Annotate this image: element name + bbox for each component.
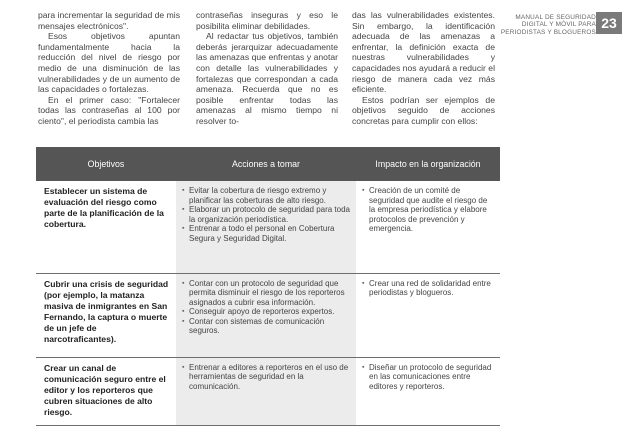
paragraph: das las vulnerabilidades existentes. Sin embargo, la identificación adecuada de las amenazas a enfrentar, la definición exacta de nuestras vulnerabilidades y capacidades nos ayudará a reducir el riesgo de manera cada vez más eficiente. — [352, 10, 495, 95]
action-item: ▪ Elaborar un protocolo de seguridad para toda la organización periodística. — [182, 205, 350, 224]
objectives-table — [36, 147, 500, 426]
text-column-2 — [196, 10, 338, 127]
impact-item: ▪ Diseñar un protocolo de seguridad en las comunicaciones entre editores y reporteros. — [362, 363, 494, 392]
text-column-1 — [38, 10, 180, 127]
action-item: ▪ Conseguir apoyo de reporteros expertos. — [182, 307, 350, 317]
actions-cell — [176, 273, 356, 357]
action-item: ▪ Contar con un protocolo de seguridad que permita disminuir el riesgo de los reporteros asignados a cubrir esa información. — [182, 279, 350, 308]
objective-cell: Establecer un sistema de evaluación del riesgo como parte de la planificación de la cobertura. — [36, 181, 176, 273]
text-column-3 — [352, 10, 495, 127]
impact-cell — [356, 181, 500, 273]
paragraph: Estos podrían ser ejemplos de objetivos seguido de acciones concretas para cumplir con ellos: — [352, 94, 495, 126]
actions-cell — [176, 357, 356, 425]
action-item: ▪ Evitar la cobertura de riesgo extremo y planificar las coberturas de alto riesgo. — [182, 186, 350, 205]
actions-cell — [176, 181, 356, 273]
table-row — [36, 273, 500, 357]
running-header-line: MANUAL DE SEGURIDAD — [515, 14, 596, 21]
impact-cell — [356, 357, 500, 425]
page-number: 23 — [596, 12, 622, 34]
action-item: ▪ Entrenar a todo el personal en Cobertura Segura y Seguridad Digital. — [182, 224, 350, 243]
running-header-line: PERIODISTAS Y BLOGUEROS — [500, 28, 596, 36]
impact-cell — [356, 273, 500, 357]
paragraph: para incrementar la seguridad de mis mensajes electrónicos". — [38, 10, 180, 31]
paragraph: En el primer caso: "Fortalecer todas las contraseñas al 100 por ciento", el periodista cambia las — [38, 94, 180, 126]
impact-item: ▪ Creación de un comité de seguridad que audite el riesgo de la empresa periodística y elabore protocolos de prevención y emergencia. — [362, 186, 494, 234]
header-actions: Acciones a tomar — [176, 147, 356, 181]
table-row — [36, 181, 500, 273]
header-objectives: Objetivos — [36, 147, 176, 181]
header-impact: Impacto en la organización — [356, 147, 500, 181]
objective-cell: Crear un canal de comunicación seguro entre el editor y los reporteros que cubren situaciones de alto riesgo. — [36, 357, 176, 425]
running-header-line: DIGITAL Y MÓVIL PARA — [521, 21, 596, 29]
action-item: ▪ Contar con sistemas de comunicación seguros. — [182, 317, 350, 336]
table-header-row — [36, 147, 500, 181]
table-row — [36, 357, 500, 425]
paragraph: Al redactar tus objetivos, también deberás jerarquizar adecuadamente las amenazas que enfrentas y anotar con detalle las vulnerabilidades y fortalezas que correspondan a cada amenaza. Recuerda que no es posible enfrentar todas las amenazas al mismo tiempo ni resolver to- — [196, 31, 338, 126]
objective-cell: Cubrir una crisis de seguridad (por ejemplo, la matanza masiva de inmigrantes en San Fernando, la captura o muerte de un jefe de narcotraficantes). — [36, 273, 176, 357]
running-header — [486, 14, 596, 36]
paragraph: contraseñas inseguras y eso le posibilita eliminar debilidades. — [196, 10, 338, 31]
paragraph: Esos objetivos apuntan fundamentalmente hacia la reducción del nivel de riesgo por medio de una disminución de las vulnerabilidades y de un aumento de las capacidades o fortalezas. — [38, 31, 180, 95]
action-item: ▪ Entrenar a editores a reporteros en el uso de herramientas de seguridad en la comunicación. — [182, 363, 350, 392]
impact-item: ▪ Crear una red de solidaridad entre periodistas y blogueros. — [362, 279, 494, 298]
